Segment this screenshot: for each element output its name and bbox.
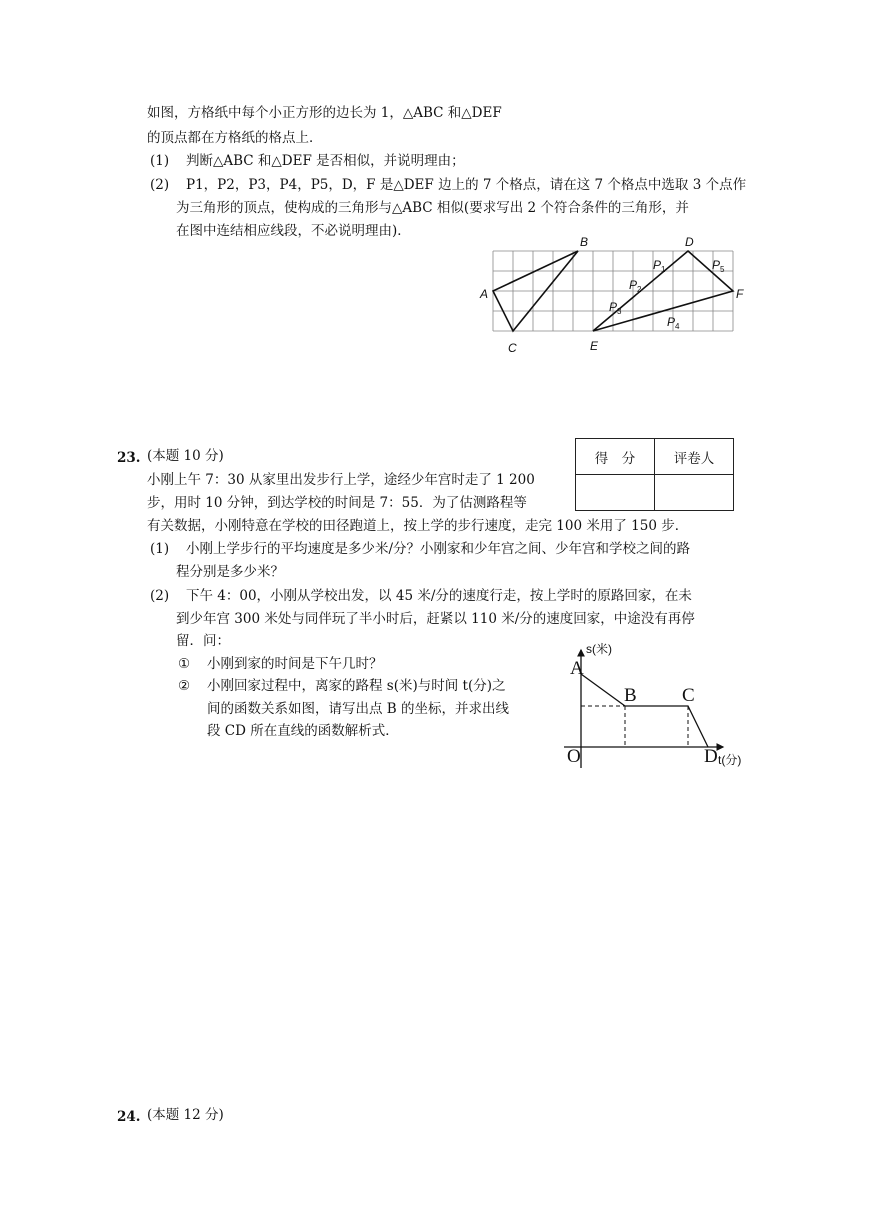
point-c-label: C xyxy=(682,685,695,706)
point-d-label: D xyxy=(704,746,718,767)
q23-body-2: 步，用时 10 分钟，到达学校的时间是 7：55．为了估测路程等 xyxy=(147,495,527,511)
q22-part2-label: (2) xyxy=(150,177,170,193)
q23-number: 23. xyxy=(117,450,141,466)
q22-part2-text-2: 为三角形的顶点，使构成的三角形与△ABC 相似(要求写出 2 个符合条件的三角形，并 xyxy=(176,200,689,216)
score-table xyxy=(575,438,734,511)
q23-sub2-text-2: 间的函数关系如图，请写出点 B 的坐标，并求出线 xyxy=(207,701,510,717)
score-cell[interactable] xyxy=(576,475,655,511)
q23-sub2-label: ② xyxy=(178,678,191,694)
q23-part1-text-1: 小刚上学步行的平均速度是多少米/分？小刚家和少年宫之间、少年宫和学校之间的路 xyxy=(186,541,691,557)
q23-part2-text-3: 留．问： xyxy=(176,633,230,649)
label-c: C xyxy=(508,341,517,355)
q24-points: (本题 12 分) xyxy=(147,1107,224,1123)
label-b: B xyxy=(580,235,589,249)
y-axis-label: s(米) xyxy=(586,642,612,656)
q23-sub2-text-3: 段 CD 所在直线的函数解析式． xyxy=(207,723,399,739)
score-header: 得 分 xyxy=(576,439,655,475)
label-d: D xyxy=(685,235,694,249)
label-p1: $P_1$ xyxy=(653,258,666,274)
q24-number: 24. xyxy=(117,1109,141,1125)
distance-time-graph xyxy=(558,638,758,773)
q22-part2-text-1: P1，P2，P3，P4，P5，D，F 是△DEF 边上的 7 个格点，请在这 7 个格点中选取 3 个点作 xyxy=(186,177,747,193)
grader-header: 评卷人 xyxy=(655,439,734,475)
q22-intro-line-2: 的顶点都在方格纸的格点上． xyxy=(147,130,323,146)
label-p2: $P_2$ xyxy=(629,278,642,294)
q23-part2-text-1: 下午 4：00，小刚从学校出发，以 45 米/分的速度行走，按上学时的原路回家，在未 xyxy=(186,588,692,604)
q23-sub1-text: 小刚到家的时间是下午几时？ xyxy=(207,656,383,672)
q22-part1-text: 判断△ABC 和△DEF 是否相似，并说明理由； xyxy=(186,153,465,169)
label-p4: $P_4$ xyxy=(667,315,680,331)
q23-sub1-label: ① xyxy=(178,656,191,672)
triangle-grid-figure xyxy=(470,232,760,357)
label-p5: $P_5$ xyxy=(712,258,725,274)
grader-cell[interactable] xyxy=(655,475,734,511)
x-axis-label: t(分) xyxy=(718,753,742,767)
q23-points: (本题 10 分) xyxy=(147,448,224,464)
point-b-label: B xyxy=(624,685,637,706)
q23-part1-label: (1) xyxy=(150,541,170,557)
q23-part2-label: (2) xyxy=(150,588,170,604)
label-e: E xyxy=(590,339,599,353)
grid-lines xyxy=(493,251,733,331)
label-a: A xyxy=(480,287,489,301)
q23-body-1: 小刚上午 7：30 从家里出发步行上学，途经少年宫时走了 1 200 xyxy=(147,472,535,488)
origin-label: O xyxy=(567,746,581,767)
label-p3: $P_3$ xyxy=(609,300,622,316)
point-a-label: A xyxy=(570,658,584,679)
q23-sub2-text-1: 小刚回家过程中，离家的路程 s(米)与时间 t(分)之 xyxy=(207,678,506,694)
label-f: F xyxy=(736,287,744,301)
q22-intro-line-1: 如图，方格纸中每个小正方形的边长为 1，△ABC 和△DEF xyxy=(147,105,502,121)
q23-part1-text-2: 程分别是多少米？ xyxy=(176,564,284,580)
q23-part2-text-2: 到少年宫 300 米处与同伴玩了半小时后，赶紧以 110 米/分的速度回家，中途没有再停 xyxy=(176,611,695,627)
q23-body-3: 有关数据，小刚特意在学校的田径跑道上，按上学的步行速度，走完 100 米用了 150 步． xyxy=(147,518,689,534)
q22-part1-label: (1) xyxy=(150,153,170,169)
q22-part2-text-3: 在图中连结相应线段，不必说明理由)． xyxy=(176,223,411,239)
